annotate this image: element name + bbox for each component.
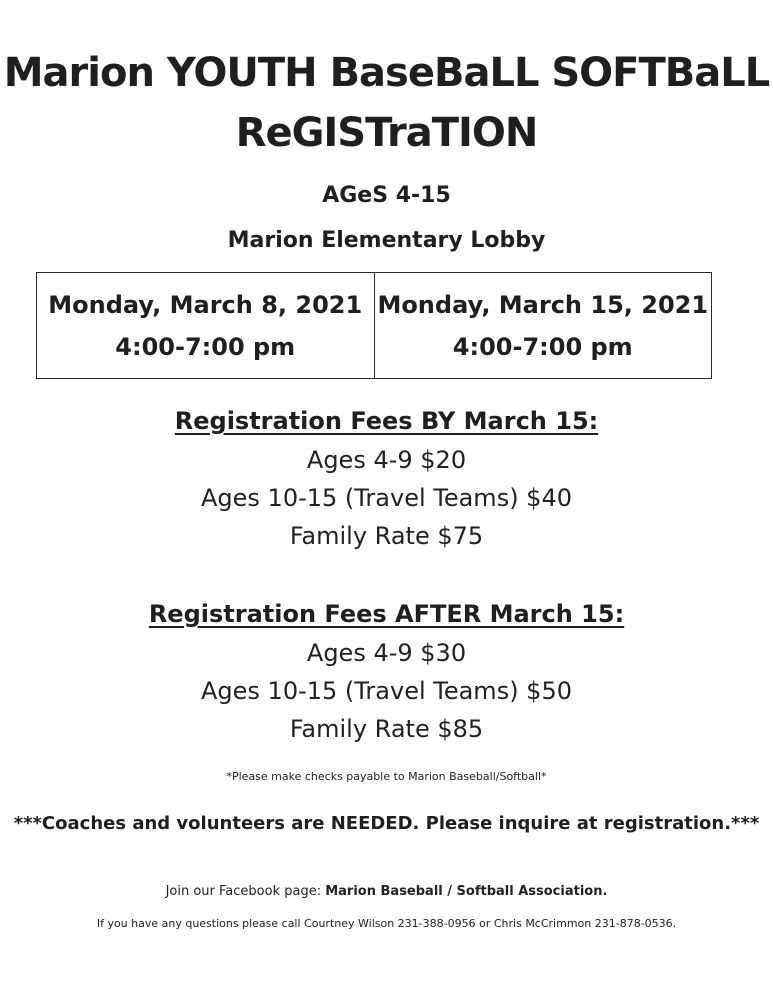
fees-after-heading: Registration Fees AFTER March 15:: [148, 600, 625, 628]
facebook-note: [0, 884, 773, 899]
contact-info: If you have any questions please call Courtney Wilson 231-388-0956 or Chris McCrimmon 231-878-0536.: [96, 917, 677, 930]
date-cell-second: [374, 273, 712, 378]
fee-line: Ages 4-9 $20: [306, 446, 467, 474]
date-day: Monday, March 15, 2021: [377, 290, 709, 319]
fee-line: Ages 10-15 (Travel Teams) $40: [201, 484, 572, 512]
ages-range: AGeS 4-15: [322, 183, 451, 208]
registration-dates-table: [36, 272, 712, 379]
fee-line: Ages 10-15 (Travel Teams) $50: [201, 677, 572, 705]
fees-before-section: [0, 407, 773, 555]
location: Marion Elementary Lobby: [227, 228, 546, 253]
checks-payable-note: *Please make checks payable to Marion Baseball/Softball*: [226, 770, 547, 783]
facebook-prefix: Join our Facebook page:: [165, 884, 326, 899]
date-time: 4:00-7:00 pm: [452, 332, 633, 361]
flyer-title-line-2: ReGISTraTION: [235, 110, 538, 156]
fee-line: Ages 4-9 $30: [306, 639, 467, 667]
fee-line: Family Rate $85: [289, 715, 484, 743]
facebook-page-name: Marion Baseball / Softball Association.: [325, 884, 608, 899]
fees-before-heading: Registration Fees BY March 15:: [174, 407, 599, 435]
fee-line: Family Rate $75: [289, 522, 484, 550]
fees-after-section: [0, 600, 773, 748]
coaches-needed-note: ***Coaches and volunteers are NEEDED. Please inquire at registration.***: [13, 813, 760, 834]
date-time: 4:00-7:00 pm: [115, 332, 296, 361]
date-cell-first: [37, 273, 374, 378]
date-day: Monday, March 8, 2021: [48, 290, 363, 319]
flyer-title-line-1: Marion YOUTH BaseBaLL SOFTBaLL: [3, 50, 770, 96]
